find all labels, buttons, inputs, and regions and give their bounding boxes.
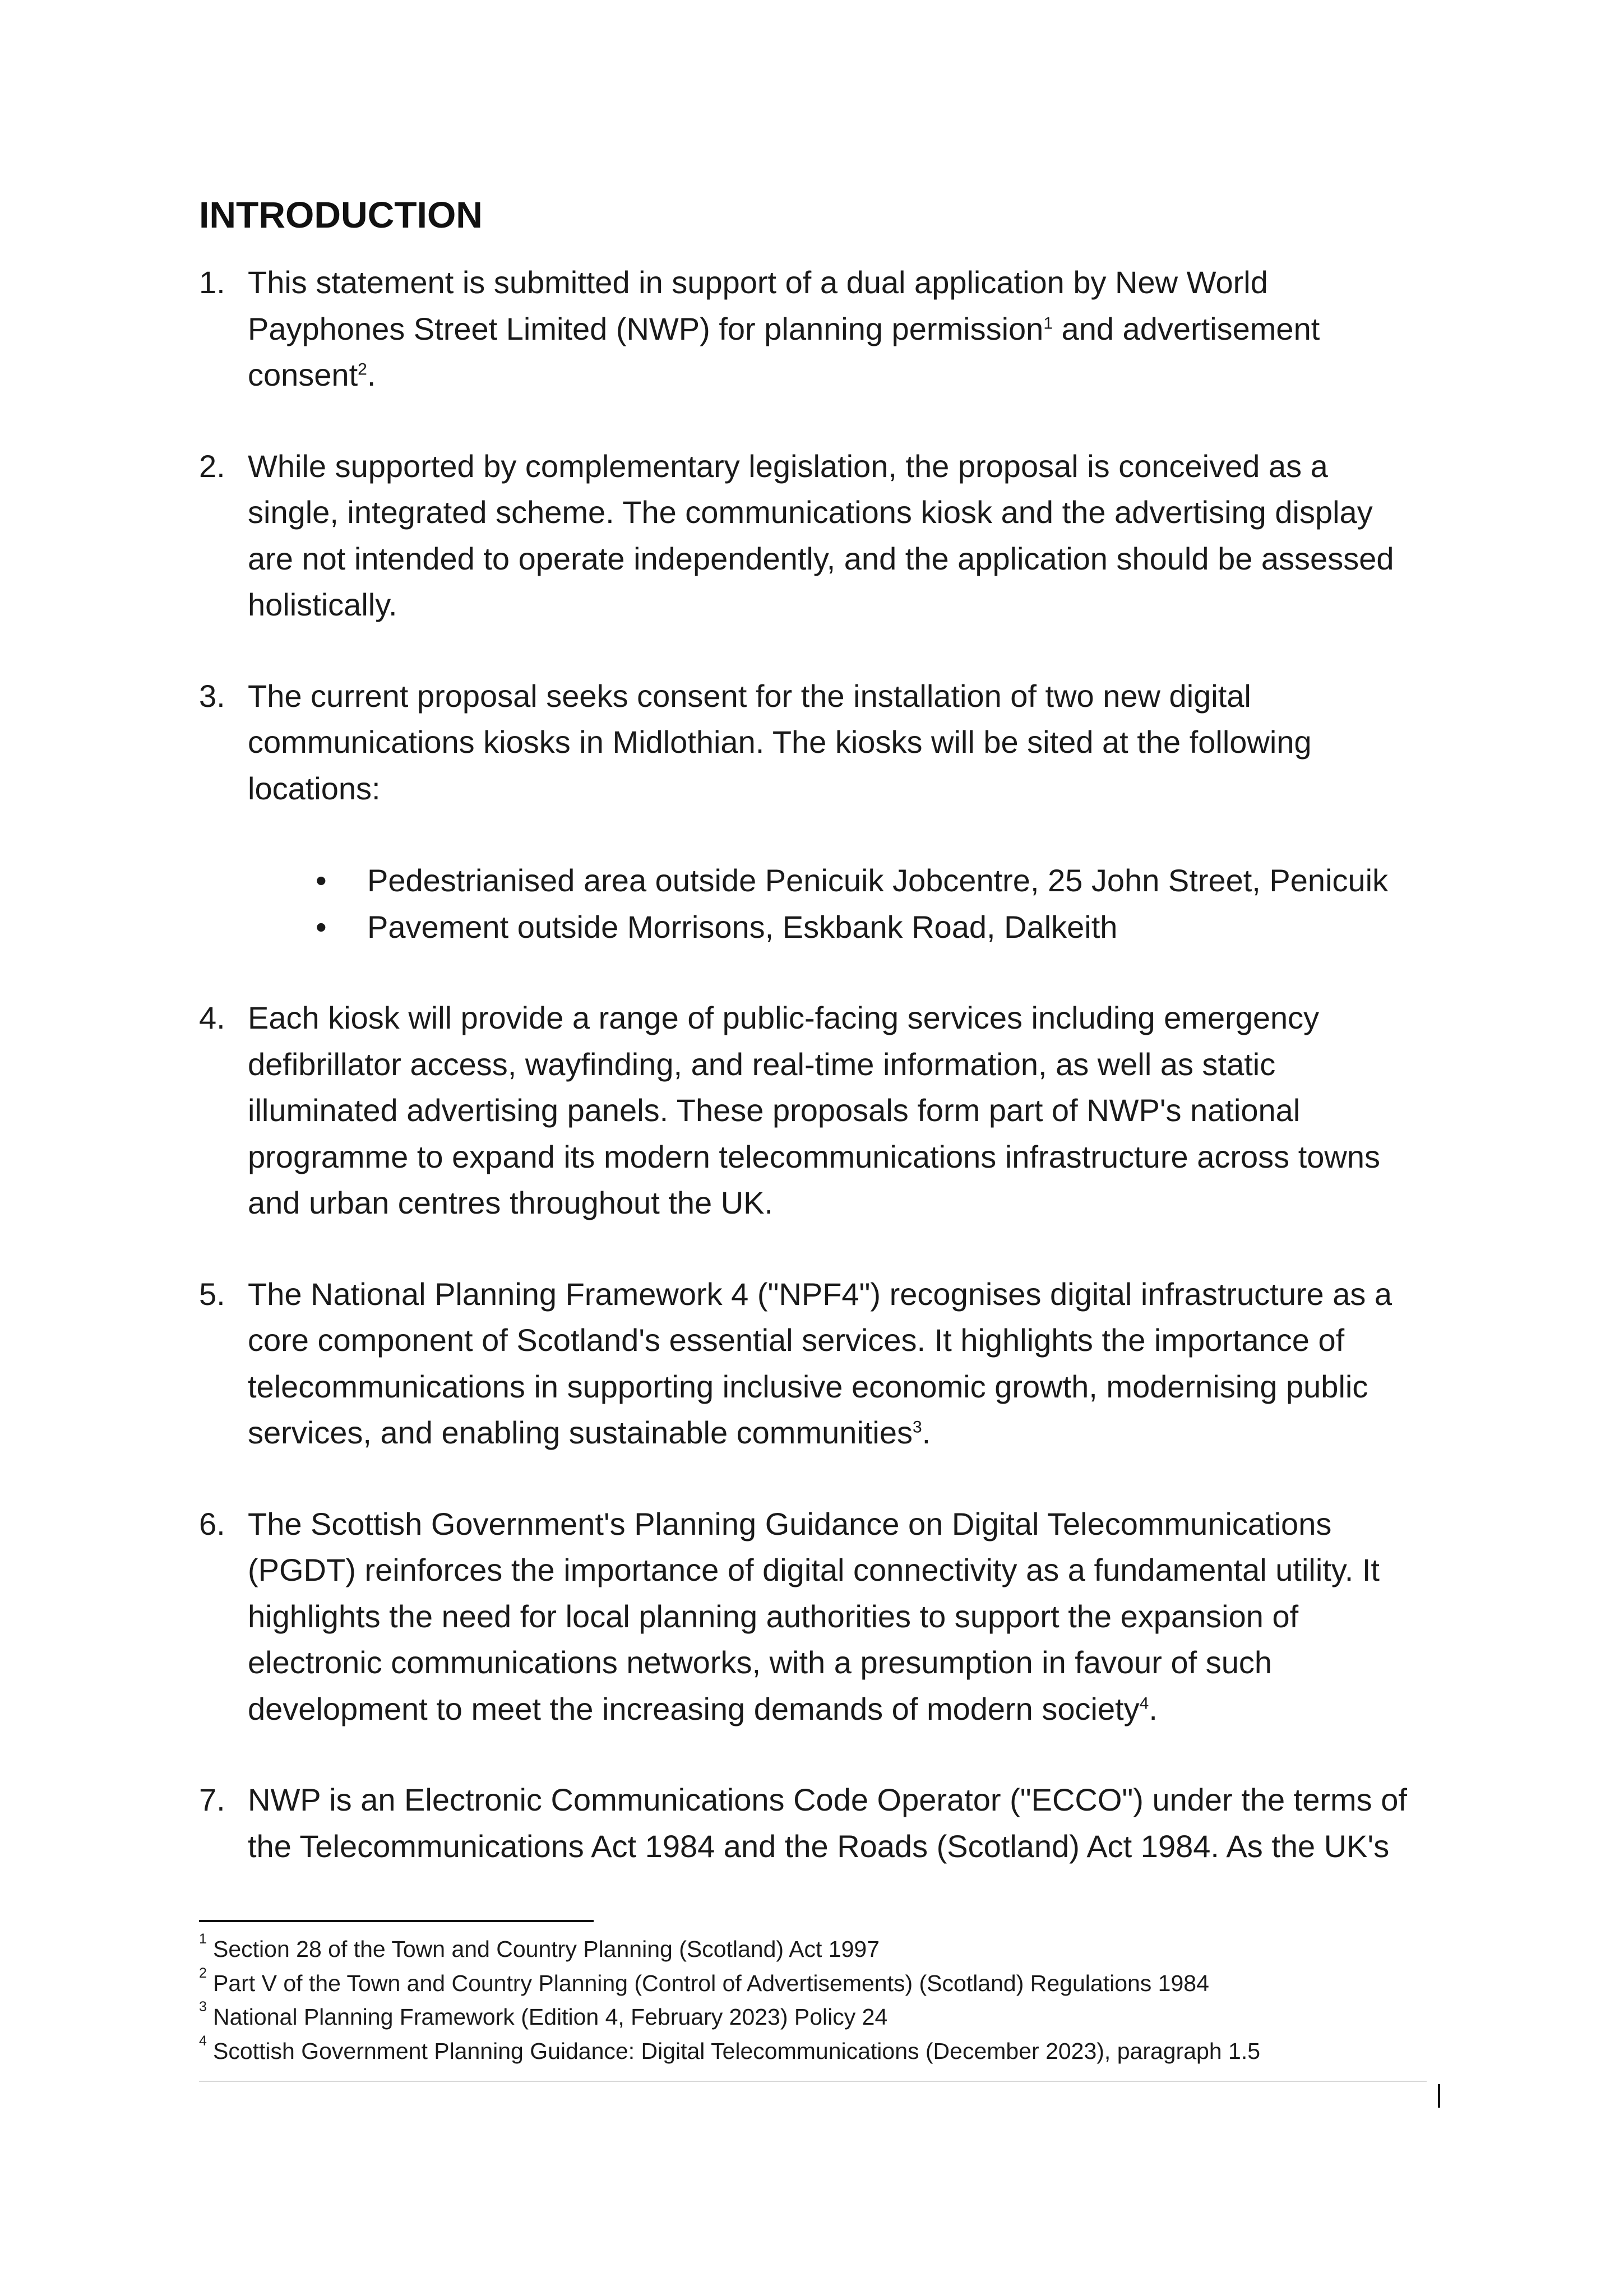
paragraph-text: core component of Scotland's essential services. It highlights the importance of [248, 1322, 1345, 1358]
paragraph-text: locations: [248, 770, 381, 806]
paragraph-text: single, integrated scheme. The communications kiosk and the advertising display [248, 494, 1373, 530]
footnote [199, 1932, 1488, 1966]
paragraph-2 [199, 443, 1488, 628]
footnote-ref: 1 [1043, 313, 1053, 332]
location-text: Pavement outside Morrisons, Eskbank Road, Dalkeith [367, 909, 1118, 945]
footnotes [199, 1932, 1488, 2068]
paragraph-text: This statement is submitted in support of a dual application by New World [248, 265, 1268, 300]
footnote-number: 3 [199, 1999, 207, 2015]
paragraph-number: 7. [199, 1782, 225, 1817]
paragraph-text: consent [248, 357, 358, 392]
footnote-text: Part V of the Town and Country Planning (Control of Advertisements) (Scotland) Regulations 1984 [213, 1970, 1209, 1996]
paragraph-text: NWP is an Electronic Communications Code Operator ("ECCO") under the terms of [248, 1782, 1407, 1817]
paragraph-3 [199, 673, 1488, 812]
document-body [199, 196, 1488, 1869]
paragraph-text: The current proposal seeks consent for the installation of two new digital [248, 678, 1251, 714]
paragraph-number: 4. [199, 1000, 225, 1035]
paragraph-text: . [367, 357, 376, 392]
list-item [199, 858, 1488, 904]
footnote-number: 1 [199, 1931, 207, 1947]
paragraph-text: While supported by complementary legislation, the proposal is conceived as a [248, 448, 1328, 484]
footnote-text: Scottish Government Planning Guidance: Digital Telecommunications (December 2023), paragraph 1.5 [213, 2038, 1261, 2064]
paragraph-7 [199, 1777, 1488, 1869]
paragraph-text: The Scottish Government's Planning Guidance on Digital Telecommunications [248, 1506, 1332, 1542]
footnote [199, 2034, 1488, 2068]
paragraph-text: holistically. [248, 587, 397, 622]
paragraph-text: Payphones Street Limited (NWP) for planning permission [248, 311, 1044, 346]
footnote-text: National Planning Framework (Edition 4, February 2023) Policy 24 [213, 2004, 888, 2030]
footnote [199, 2000, 1488, 2034]
section-heading: INTRODUCTION [199, 194, 483, 235]
paragraph-number: 6. [199, 1506, 225, 1542]
paragraph-text: Each kiosk will provide a range of public-facing services including emergency [248, 1000, 1320, 1035]
paragraph-text: The National Planning Framework 4 ("NPF4") recognises digital infrastructure as a [248, 1276, 1392, 1312]
paragraph-text: telecommunications in supporting inclusive economic growth, modernising public [248, 1368, 1368, 1404]
footnote-ref: 3 [912, 1418, 922, 1437]
bullet-icon: • [316, 863, 327, 898]
location-text: Pedestrianised area outside Penicuik Jobcentre, 25 John Street, Penicuik [367, 863, 1389, 898]
location-list [199, 858, 1488, 950]
footnote-number: 2 [199, 1965, 207, 1981]
paragraph-number: 1. [199, 265, 225, 300]
paragraph-number: 5. [199, 1276, 225, 1312]
paragraph-text: highlights the need for local planning authorities to support the expansion of [248, 1598, 1299, 1634]
paragraph-text: development to meet the increasing demands of modern society [248, 1691, 1140, 1726]
footnote-ref: 2 [358, 360, 367, 379]
paragraph-text: . [922, 1415, 931, 1450]
paragraph-4 [199, 995, 1488, 1226]
paragraph-6 [199, 1501, 1488, 1733]
footnote-ref: 4 [1139, 1693, 1149, 1712]
paragraph-text: illuminated advertising panels. These proposals form part of NWP's national [248, 1093, 1301, 1128]
footnote-number: 4 [199, 2033, 207, 2049]
paragraph-text: . [1149, 1691, 1158, 1726]
page-footer-rule [199, 2081, 1427, 2082]
paragraph-text: services, and enabling sustainable communities [248, 1415, 913, 1450]
footnote-separator [199, 1920, 594, 1922]
paragraph-text: and advertisement [1053, 311, 1320, 346]
list-item [199, 904, 1488, 951]
footnote-text: Section 28 of the Town and Country Planning (Scotland) Act 1997 [213, 1936, 880, 1962]
paragraph-text: (PGDT) reinforces the importance of digital connectivity as a fundamental utility. It [248, 1552, 1380, 1587]
page-marker [1438, 2084, 1440, 2108]
paragraph-text: defibrillator access, wayfinding, and real-time information, as well as static [248, 1046, 1276, 1082]
paragraph-number: 3. [199, 678, 225, 714]
paragraph-text: and urban centres throughout the UK. [248, 1185, 774, 1220]
footnote [199, 1966, 1488, 2001]
paragraph-text: electronic communications networks, with a presumption in favour of such [248, 1645, 1273, 1680]
paragraph-1 [199, 260, 1488, 399]
bullet-icon: • [316, 909, 327, 945]
paragraph-number: 2. [199, 448, 225, 484]
paragraph-text: programme to expand its modern telecommunications infrastructure across towns [248, 1138, 1380, 1174]
paragraph-text: communications kiosks in Midlothian. The kiosks will be sited at the following [248, 724, 1312, 760]
paragraph-text: are not intended to operate independently, and the application should be assessed [248, 540, 1394, 576]
paragraph-5 [199, 1271, 1488, 1456]
paragraph-text: the Telecommunications Act 1984 and the Roads (Scotland) Act 1984. As the UK's [248, 1828, 1390, 1864]
